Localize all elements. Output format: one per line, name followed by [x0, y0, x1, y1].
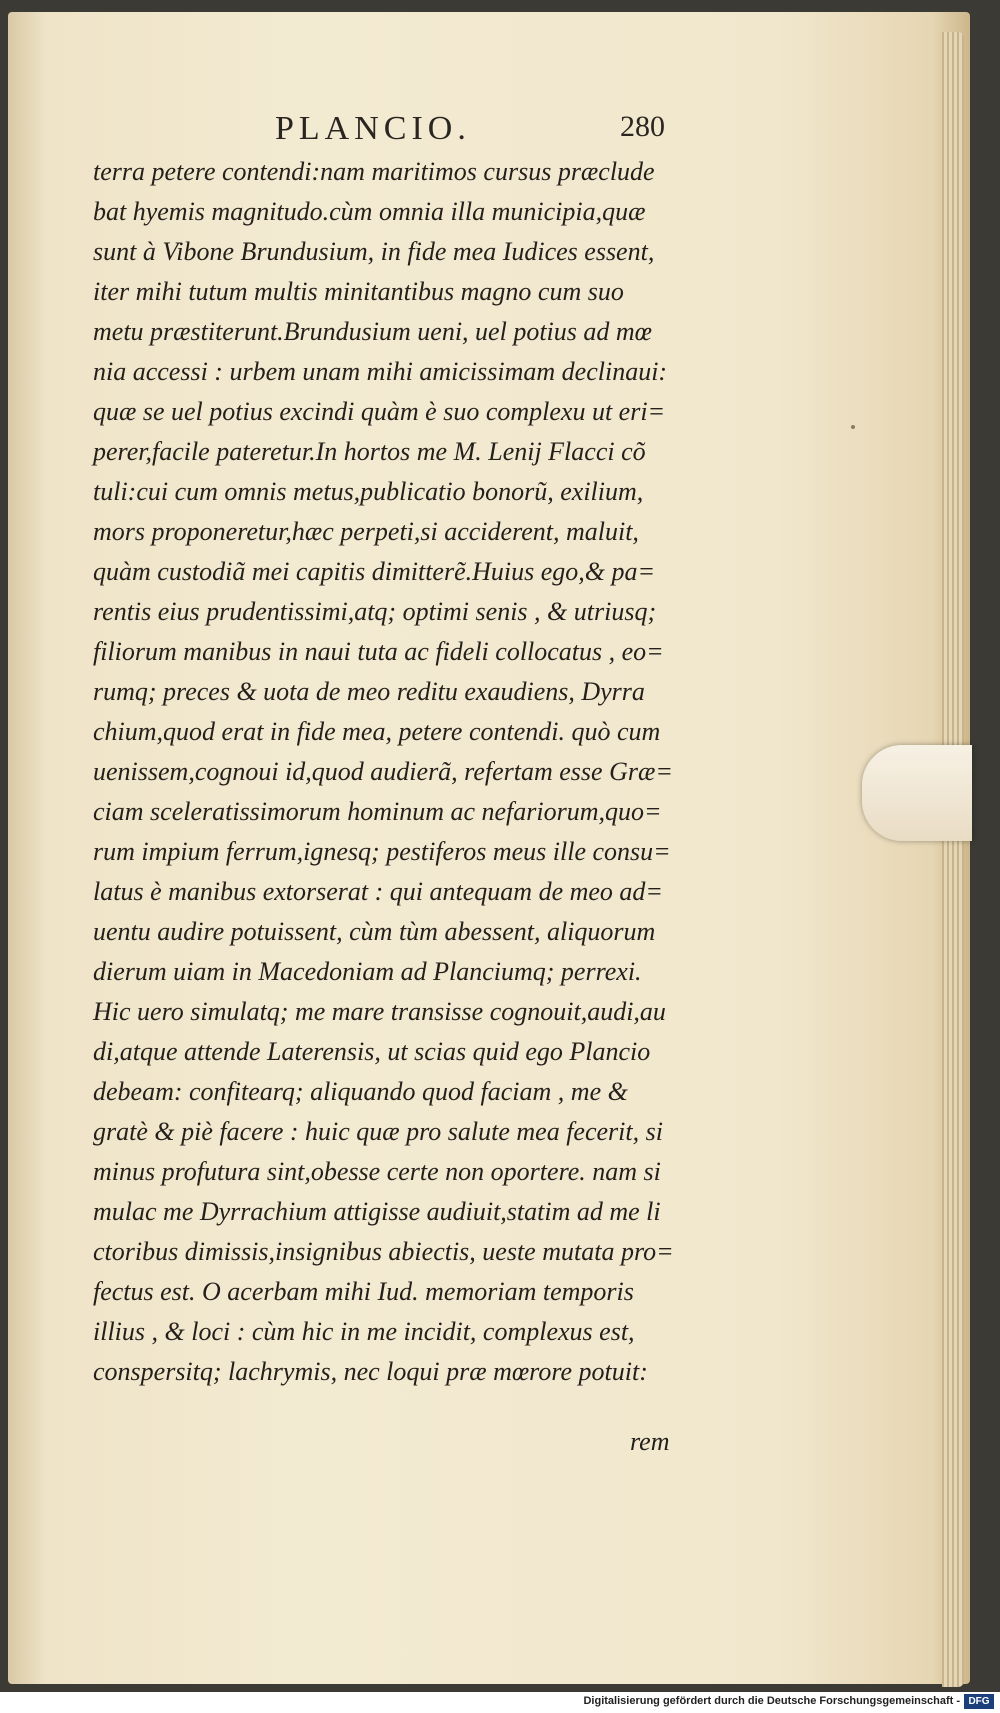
text-line: sunt à Vibone Brundusium, in fide mea Iudices essent,	[93, 237, 655, 266]
body-text	[93, 152, 713, 1392]
page-clip-tab	[862, 745, 972, 841]
page-number: 280	[620, 110, 665, 143]
catchword: rem	[630, 1427, 670, 1456]
digitization-credit: Digitalisierung gefördert durch die Deutsche Forschungsgemeinschaft -	[583, 1695, 960, 1707]
page-edges	[942, 32, 964, 1687]
text-line: terra petere contendi:nam maritimos cursus præclude	[93, 157, 655, 186]
running-head: PLANCIO.	[275, 110, 471, 147]
text-line: quàm custodiã mei capitis dimitterẽ.Huius ego,& pa=	[93, 557, 656, 586]
text-line: tuli:cui cum omnis metus,publicatio bonorũ, exilium,	[93, 477, 644, 506]
text-line: mulac me Dyrrachium attigisse audiuit,statim ad me li	[93, 1197, 661, 1226]
text-line: gratè & piè facere : huic quæ pro salute mea fecerit, si	[93, 1117, 663, 1146]
text-line: debeam: confitearq; aliquando quod faciam , me &	[93, 1077, 628, 1106]
text-line: rum impium ferrum,ignesq; pestiferos meus ille consu=	[93, 837, 671, 866]
text-line: nia accessi : urbem unam mihi amicissimam declinaui:	[93, 357, 668, 386]
page-header	[8, 110, 970, 150]
text-line: iter mihi tutum multis minitantibus magno cum suo	[93, 277, 624, 306]
text-line: metu præstiterunt.Brundusium ueni, uel potius ad mœ	[93, 317, 652, 346]
text-line: chium,quod erat in fide mea, petere contendi. quò cum	[93, 717, 661, 746]
text-line: quæ se uel potius excindi quàm è suo complexu ut eri=	[93, 397, 666, 426]
text-line: ciam sceleratissimorum hominum ac nefariorum,quo=	[93, 797, 662, 826]
text-line: mors proponeretur,hæc perpeti,si acciderent, maluit,	[93, 517, 639, 546]
paper-speck	[851, 425, 855, 429]
text-line: perer,facile pateretur.In hortos me M. Lenij Flacci cõ	[93, 437, 646, 466]
footer-bar	[0, 1692, 1000, 1713]
text-line: rumq; preces & uota de meo reditu exaudiens, Dyrra	[93, 677, 645, 706]
text-line: Hic uero simulatq; me mare transisse cognouit,audi,au	[93, 997, 666, 1026]
text-line: bat hyemis magnitudo.cùm omnia illa municipia,quæ	[93, 197, 646, 226]
text-line: di,atque attende Laterensis, ut scias quid ego Plancio	[93, 1037, 651, 1066]
text-line: fectus est. O acerbam mihi Iud. memoriam temporis	[93, 1277, 634, 1306]
text-line: ctoribus dimissis,insignibus abiectis, ueste mutata pro=	[93, 1237, 674, 1266]
dfg-logo: DFG	[964, 1694, 994, 1709]
text-line: filiorum manibus in naui tuta ac fideli collocatus , eo=	[93, 637, 664, 666]
text-line: minus profutura sint,obesse certe non oportere. nam si	[93, 1157, 661, 1186]
text-line: uentu audire potuissent, cùm tùm abessent, aliquorum	[93, 917, 656, 946]
text-line: illius , & loci : cùm hic in me incidit, complexus est,	[93, 1317, 635, 1346]
text-line: latus è manibus extorserat : qui antequam de meo ad=	[93, 877, 663, 906]
text-line: uenissem,cognoui id,quod audierã, refertam esse Græ=	[93, 757, 673, 786]
text-line: dierum uiam in Macedoniam ad Planciumq; perrexi.	[93, 957, 642, 986]
text-line: rentis eius prudentissimi,atq; optimi senis , & utriusq;	[93, 597, 657, 626]
text-line: conspersitq; lachrymis, nec loqui præ mœrore potuit:	[93, 1357, 648, 1386]
book-page	[8, 12, 970, 1684]
